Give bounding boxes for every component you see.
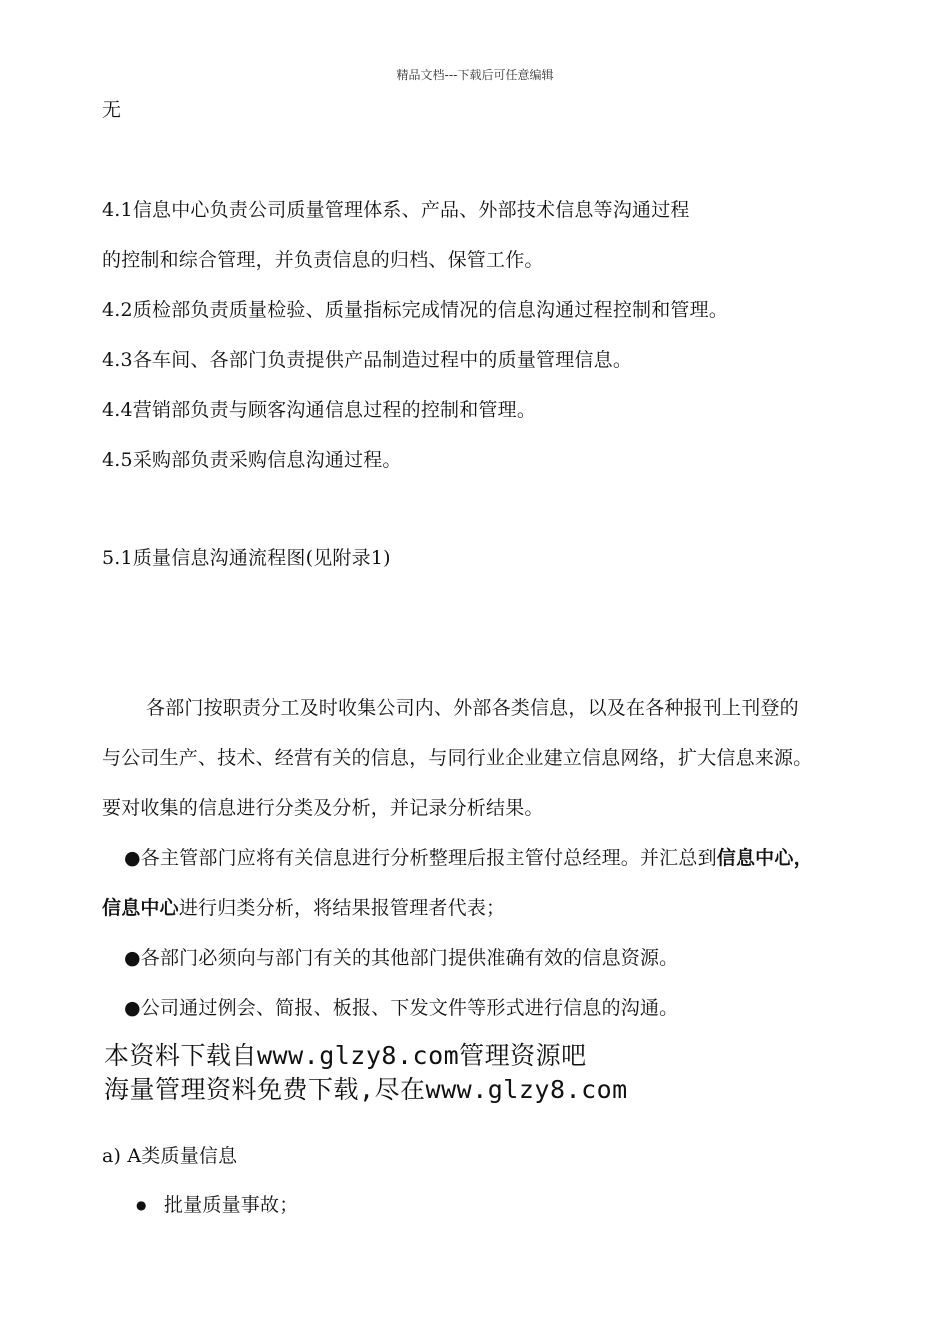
watermark-line-2: 海量管理资料免费下载,尽在www.glzy8.com [104, 1075, 628, 1104]
section5-text: 5.1质量信息沟通流程图(见附录1) [102, 547, 391, 569]
bullet-1-text-b: 进行归类分析，将结果报管理者代表； [178, 897, 506, 919]
page-header: 精品文档---下载后可任意编辑 [396, 68, 554, 82]
bullet-1-bold-a: 信息中心， [716, 847, 813, 869]
section4-line-2: 的控制和综合管理，并负责信息的归档、保管工作。 [102, 249, 544, 271]
bullet-1-text-a: ●各主管部门应将有关信息进行分析整理后报主管付总经理。并汇总到 [124, 847, 717, 869]
bullet-2: ●各部门必须向与部门有关的其他部门提供准确有效的信息资源。 [124, 947, 679, 969]
section3-text: 无 [102, 99, 122, 121]
bullet-3: ●公司通过例会、简报、板报、下发文件等形式进行信息的沟通。 [124, 997, 679, 1019]
paragraph-line-2: 与公司生产、技术、经营有关的信息，与同行业企业建立信息网络，扩大信息来源。 [102, 747, 813, 769]
class-a-heading: a) A类质量信息 [102, 1145, 238, 1167]
bullet-1-bold-b: 信息中心 [102, 897, 179, 919]
bullet-1-line-1 [124, 846, 813, 870]
section4-line-5: 4.4营销部负责与顾客沟通信息过程的控制和管理。 [102, 399, 537, 421]
section4-line-6: 4.5采购部负责采购信息沟通过程。 [102, 449, 402, 471]
paragraph-line-3: 要对收集的信息进行分类及分析，并记录分析结果。 [102, 797, 544, 819]
section4-line-3: 4.2质检部负责质量检验、质量指标完成情况的信息沟通过程控制和管理。 [102, 299, 729, 321]
class-a-item-1: 批量质量事故； [164, 1194, 299, 1216]
watermark-line-1: 本资料下载自www.glzy8.com管理资源吧 [104, 1041, 587, 1070]
class-a-bullet-icon: ● [136, 1198, 147, 1212]
bullet-1-line-2 [102, 896, 505, 920]
section4-line-1: 4.1信息中心负责公司质量管理体系、产品、外部技术信息等沟通过程 [102, 199, 690, 221]
section4-line-4: 4.3各车间、各部门负责提供产品制造过程中的质量管理信息。 [102, 349, 633, 371]
paragraph-line-1: 各部门按职责分工及时收集公司内、外部各类信息，以及在各种报刊上刊登的 [146, 697, 799, 719]
